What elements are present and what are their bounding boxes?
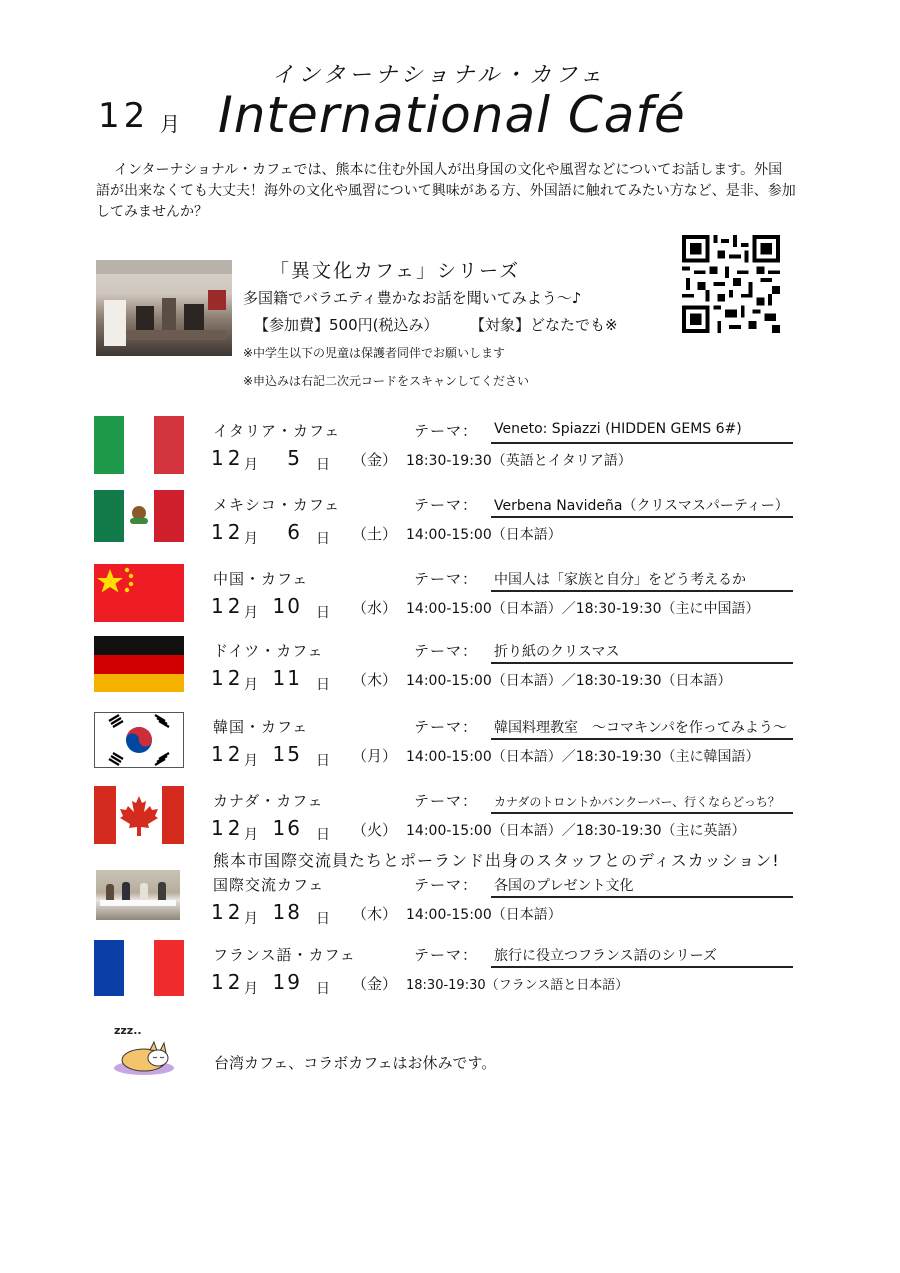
date-month: 12 (211, 666, 245, 690)
weekday: （木） (352, 905, 398, 923)
cafe-row-germany (0, 636, 900, 706)
cafe-row-mexico (0, 490, 900, 560)
cafe-name: メキシコ・カフェ (213, 496, 341, 514)
month-unit: 月 (244, 981, 258, 997)
theme-label: テーマ： (414, 718, 479, 736)
cafe-name: ドイツ・カフェ (213, 642, 324, 660)
theme-value: 韓国料理教室 ～コマキンパを作ってみよう～ (494, 720, 787, 736)
date-day: 18 (272, 900, 302, 924)
day-unit: 日 (316, 605, 330, 621)
theme-value: カナダのトロントかバンクーバー、行くならどっち？ (494, 795, 780, 809)
date-day: 5 (287, 446, 302, 470)
weekday: （金） (352, 975, 398, 993)
cafe-name: 韓国・カフェ (213, 718, 309, 736)
time-slot: 14:00-15:00（日本語）／18:30-19:30（主に韓国語） (406, 749, 760, 765)
date-day: 19 (272, 970, 302, 994)
time-slot: 14:00-15:00（日本語）／18:30-19:30（日本語） (406, 673, 732, 689)
theme-label: テーマ： (414, 792, 479, 810)
weekday: （土） (352, 525, 398, 543)
weekday: （月） (352, 747, 398, 765)
date-day: 10 (272, 594, 302, 618)
month-unit: 月 (244, 457, 258, 473)
cafe-event-photo (96, 260, 232, 356)
cafe-row-canada (0, 786, 900, 856)
month-unit: 月 (244, 677, 258, 693)
cat-text: zzz.. (114, 1024, 142, 1037)
cafe-row-italy (0, 416, 900, 486)
kana-title: インターナショナル・カフェ (272, 63, 607, 88)
date-day: 11 (272, 666, 302, 690)
sleeping-cat-icon (110, 1022, 182, 1078)
date-month: 12 (211, 900, 245, 924)
theme-underline (491, 442, 793, 444)
theme-underline (491, 662, 793, 664)
theme-underline (491, 516, 793, 518)
cafe-row-china (0, 564, 900, 634)
day-unit: 日 (316, 753, 330, 769)
weekday: （火） (352, 821, 398, 839)
weekday: （水） (352, 599, 398, 617)
korea-flag-icon (94, 712, 184, 768)
time-slot: 18:30-19:30（フランス語と日本語） (406, 978, 629, 993)
mexico-flag-icon (94, 490, 184, 542)
time-slot: 14:00-15:00（日本語）／18:30-19:30（主に英語） (406, 823, 746, 839)
series-subtitle: 多国籍でバラエティ豊かなお話を聞いてみよう～♪ (243, 289, 582, 307)
day-unit: 日 (316, 911, 330, 927)
qr-code-icon[interactable] (682, 235, 780, 333)
date-day: 16 (272, 816, 302, 840)
time-slot: 18:30-19:30（英語とイタリア語） (406, 453, 632, 469)
theme-underline (491, 738, 793, 740)
date-month: 12 (211, 446, 245, 470)
month-number: 12 (98, 96, 150, 136)
month-unit: 月 (244, 605, 258, 621)
theme-underline (491, 590, 793, 592)
italy-flag-icon (94, 416, 184, 474)
day-unit: 日 (316, 531, 330, 547)
theme-label: テーマ： (414, 642, 479, 660)
fee-info: 【参加費】500円(税込み） (254, 316, 439, 334)
theme-label: テーマ： (414, 496, 479, 514)
cafe-name: 中国・カフェ (213, 570, 309, 588)
cafe-row-france (0, 940, 900, 1010)
cafe-name: 国際交流カフェ (213, 876, 325, 894)
date-month: 12 (211, 816, 245, 840)
date-day: 15 (272, 742, 302, 766)
cafe-row-korea (0, 712, 900, 782)
intro-text: インターナショナル・カフェでは、熊本に住む外国人が出身国の文化や風習などについてお話します。外国語が出来なくても大丈夫！海外の文化や風習について興味がある方、外国語に触れてみたい方など、是非、参加してみませんか？ (96, 162, 796, 220)
cafe-row-exchange (0, 870, 900, 940)
theme-value: 中国人は「家族と自分」をどう考えるか (494, 572, 746, 588)
exchange-photo (96, 870, 180, 920)
theme-value: Verbena Navideña（クリスマスパーティー） (494, 498, 789, 514)
cafe-name: イタリア・カフェ (213, 422, 341, 440)
theme-label: テーマ： (414, 876, 479, 894)
date-month: 12 (211, 520, 245, 544)
france-flag-icon (94, 940, 184, 996)
guardian-note: ※中学生以下の児童は保護者同伴でお願いします (243, 346, 506, 360)
day-unit: 日 (316, 457, 330, 473)
month-unit: 月 (244, 753, 258, 769)
germany-flag-icon (94, 636, 184, 692)
theme-value: 各国のプレゼント文化 (494, 878, 634, 894)
weekday: （金） (352, 451, 398, 469)
month-unit: 月 (244, 911, 258, 927)
month-unit: 月 (160, 112, 180, 136)
theme-underline (491, 896, 793, 898)
apply-note: ※申込みは右記二次元コードをスキャンしてください (243, 374, 530, 388)
theme-value: 折り紙のクリスマス (494, 644, 620, 660)
theme-label: テーマ： (414, 422, 479, 440)
closed-notice: 台湾カフェ、コラボカフェはお休みです。 (214, 1054, 497, 1072)
canada-flag-icon (94, 786, 184, 844)
china-flag-icon (94, 564, 184, 622)
date-month: 12 (211, 742, 245, 766)
theme-label: テーマ： (414, 570, 479, 588)
theme-label: テーマ： (414, 946, 479, 964)
time-slot: 14:00-15:00（日本語） (406, 907, 562, 923)
theme-value: 旅行に役立つフランス語のシリーズ (494, 948, 717, 964)
month-unit: 月 (244, 827, 258, 843)
theme-underline (491, 966, 793, 968)
target-info: 【対象】どなたでも※ (470, 316, 618, 334)
theme-value: Veneto: Spiazzi (HIDDEN GEMS 6#) (494, 421, 742, 437)
cafe-name: カナダ・カフェ (213, 792, 324, 810)
time-slot: 14:00-15:00（日本語）／18:30-19:30（主に中国語） (406, 601, 760, 617)
time-slot: 14:00-15:00（日本語） (406, 527, 562, 543)
series-title: 「異文化カフェ」シリーズ (270, 260, 521, 282)
cafe-name: フランス語・カフェ (213, 946, 356, 964)
day-unit: 日 (316, 981, 330, 997)
date-month: 12 (211, 970, 245, 994)
exchange-heading: 熊本市国際交流員たちとポーランド出身のスタッフとのディスカッション! (213, 851, 780, 870)
day-unit: 日 (316, 827, 330, 843)
page-title: International Café (218, 86, 686, 144)
date-month: 12 (211, 594, 245, 618)
weekday: （木） (352, 671, 398, 689)
month-unit: 月 (244, 531, 258, 547)
date-day: 6 (287, 520, 302, 544)
day-unit: 日 (316, 677, 330, 693)
theme-underline (491, 812, 793, 814)
